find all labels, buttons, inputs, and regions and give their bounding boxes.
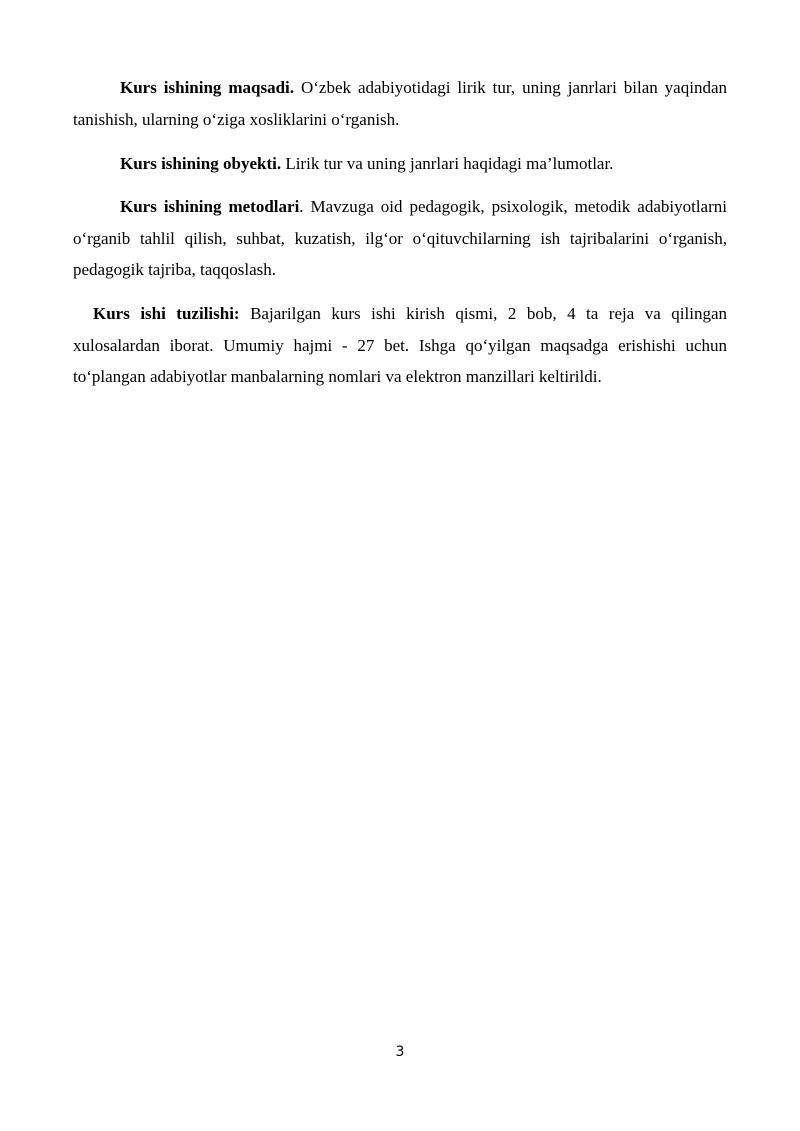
methods-text: . Mavzuga oid pedagogik, psixologik, metodik adabiyotlarni o‘rganib tahlil qilish, suhbat, kuzatish, ilg‘or o‘qituvchilarning ish tajribalarini o‘rganish, pedagogik tajriba, taqqoslash. — [73, 197, 727, 279]
goal-term: Kurs ishining maqsadi. — [120, 78, 295, 97]
structure-text: Bajarilgan kurs ishi kirish qismi, 2 bob, 4 ta reja va qilingan xulosalardan iborat. Umumiy hajmi - 27 bet. Ishga qo‘yilgan maqsadga erishishi uchun to‘plangan adabiyotlar manbalarning nomlari va elektron manzillari keltirildi. — [73, 304, 727, 386]
methods-term: Kurs ishining metodlari — [120, 197, 300, 216]
paragraph-methods — [73, 191, 727, 286]
object-term: Kurs ishining obyekti. — [120, 154, 282, 173]
paragraph-goal — [73, 72, 727, 135]
object-text: Lirik tur va uning janrlari haqidagi ma’lumotlar. — [281, 154, 614, 173]
paragraph-object — [73, 148, 727, 180]
page-number: 3 — [395, 1044, 405, 1060]
structure-term: Kurs ishi tuzilishi: — [93, 304, 240, 323]
goal-text: O‘zbek adabiyotidagi lirik tur, uning janrlari bilan yaqindan tanishish, ularning o‘ziga xosliklarini o‘rganish. — [73, 78, 727, 129]
paragraph-structure — [73, 298, 727, 393]
